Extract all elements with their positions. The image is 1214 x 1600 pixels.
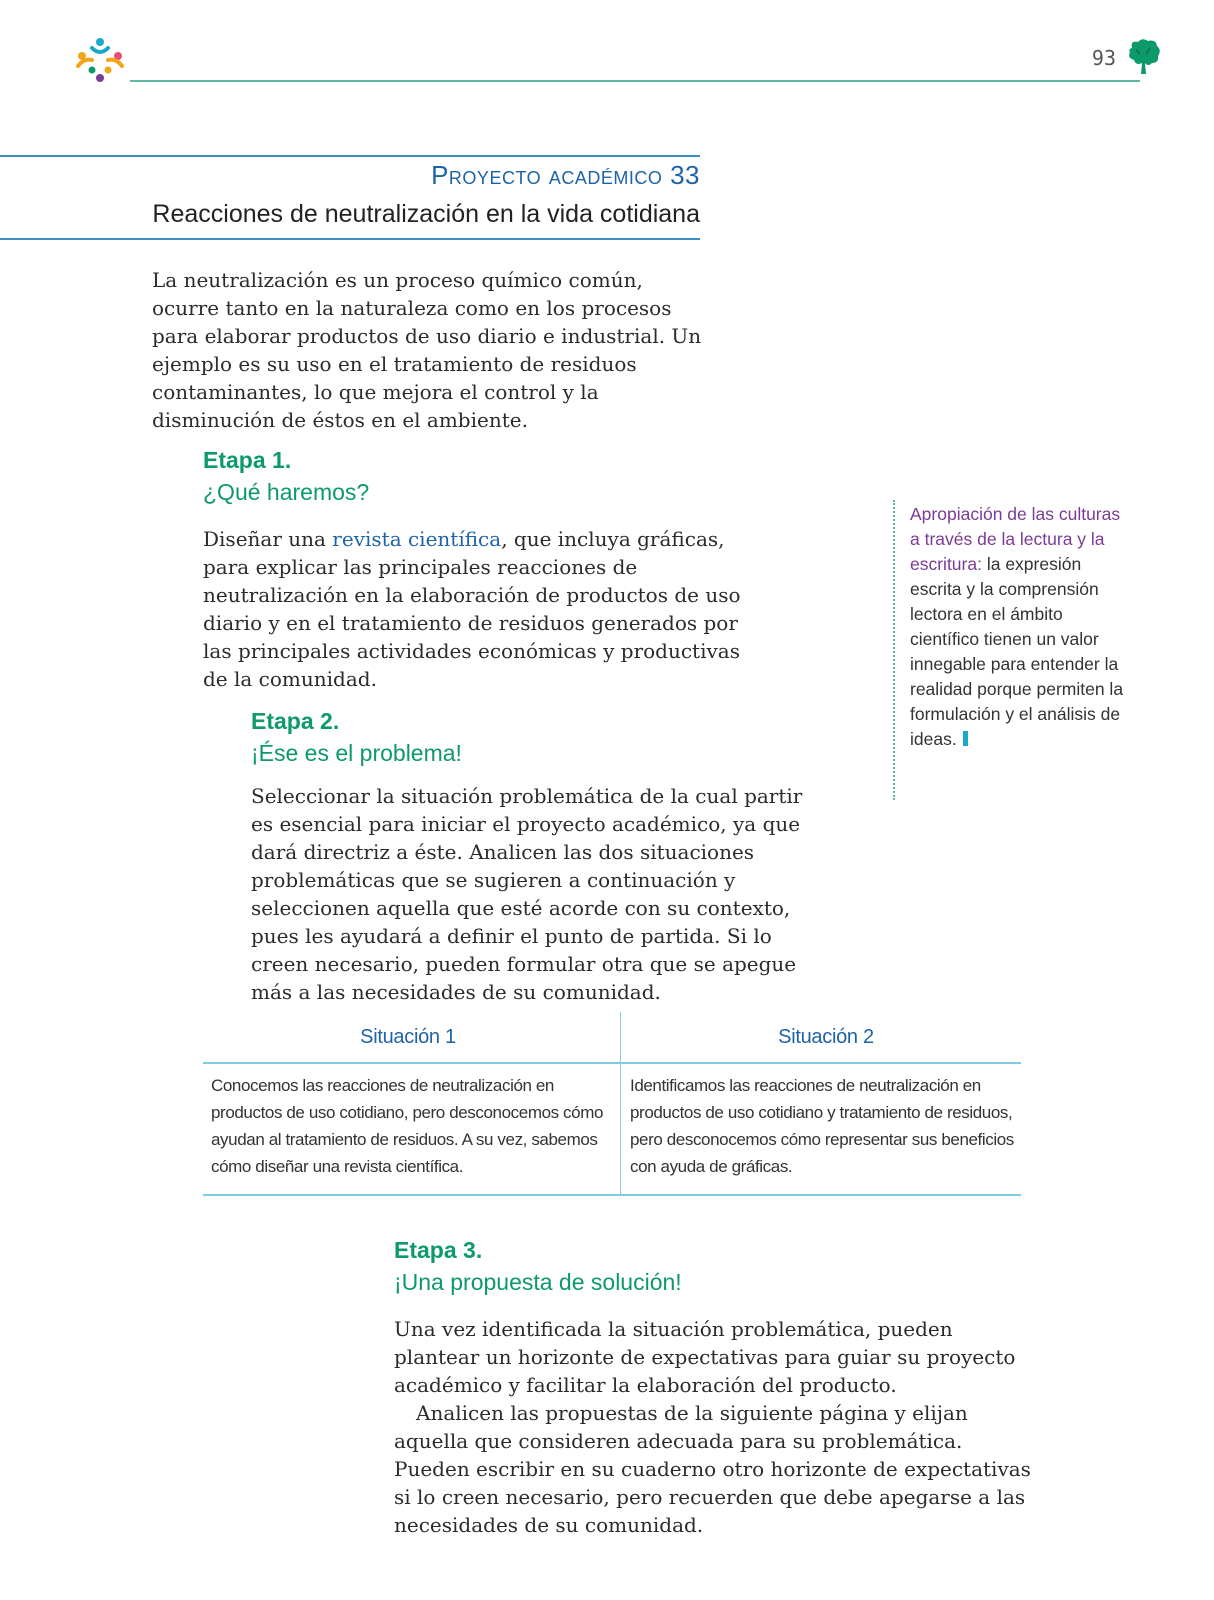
etapa-1-body [203,525,763,693]
etapa-3-subtitle: ¡Una propuesta de solución! [394,1269,682,1295]
table-cell-situacion-2: Identificamos las reacciones de neutralización en productos de uso cotidiano y tratamiento de residuos, pero desconocemos cómo representar sus beneficios con ayuda de gráficas. [630,1076,1014,1176]
etapa-2-subtitle: ¡Ése es el problema! [251,740,462,766]
table-header-situacion-1: Situación 1 [360,1026,456,1048]
etapa-1-body-start: Diseñar una [203,527,333,551]
etapa-1-heading [203,444,369,508]
project-subtitle: Reacciones de neutralización en la vida cotidiana [152,200,700,228]
title-bottom-rule [0,238,700,240]
page-number: 93 [1091,46,1116,70]
etapa-2-title: Etapa 2. [251,708,340,734]
etapa-1-body-end: , que incluya gráficas, para explicar las principales reacciones de neutralización en la elaboración de productos de uso diario y en el tratamiento de residuos generados por las principales actividades económicas y productivas de la comunidad. [203,527,741,691]
revista-cientifica-link[interactable]: revista científica [332,527,502,551]
people-circle-logo-icon [70,34,130,84]
table-cell-situacion-1: Conocemos las reacciones de neutralización en productos de uso cotidiano, pero desconocemos cómo ayudan al tratamiento de residuos. A su vez, sabemos cómo diseñar una revista científica. [211,1076,604,1176]
end-mark-icon [963,731,968,746]
sidebar-dotted-rule [893,500,895,800]
table-bottom-rule [203,1194,1021,1196]
intro-paragraph: La neutralización es un proceso químico común, ocurre tanto en la naturaleza como en los procesos para elaborar productos de uso diario e industrial. Un ejemplo es su uso en el tratamiento de residuos contaminantes, lo que mejora el control y la disminución de éstos en el ambiente. [152,268,702,432]
header-divider [130,80,1140,82]
table-header-rule [203,1062,1021,1064]
sidebar-lead: Apropiación de las culturas a través de la lectura y la escritura: [910,504,1121,574]
project-label: Proyecto académico 33 [431,160,700,190]
etapa-2-heading [251,705,462,769]
table-column-divider [620,1012,621,1196]
etapa-1-subtitle: ¿Qué haremos? [203,479,370,505]
etapa-1-title: Etapa 1. [203,447,292,473]
etapa-3-paragraph-1: Una vez identificada la situación problemática, pueden plantear un horizonte de expectativas para guiar su proyecto académico y facilitar la elaboración del producto. [394,1317,1016,1397]
etapa-3-paragraph-2: Analicen las propuestas de la siguiente página y elijan aquella que consideren adecuada para su problemática. Pueden escribir en su cuaderno otro horizonte de expectativas si lo creen necesario, pero recuerden que debe apegarse a las necesidades de su comunidad. [394,1401,1031,1537]
sidebar-note [910,502,1130,752]
etapa-3-heading [394,1234,682,1298]
table-header-situacion-2: Situación 2 [778,1026,874,1048]
etapa-3-body [394,1315,1044,1539]
etapa-3-title: Etapa 3. [394,1237,483,1263]
tree-icon [1126,38,1162,76]
etapa-2-body: Seleccionar la situación problemática de la cual partir es esencial para iniciar el proyecto académico, ya que dará directriz a éste. Analicen las dos situaciones problemáticas que se sugieren a continuación y seleccionen aquella que esté acorde con su contexto, pues les ayudará a definir el punto de partida. Si lo creen necesario, pueden formular otra que se apegue más a las necesidades de su comunidad. [251,784,803,1004]
sidebar-body: la expresión escrita y la comprensión lectora en el ámbito científico tienen un valor innegable para entender la realidad porque permiten la formulación y el análisis de ideas. [910,554,1124,749]
title-top-rule [0,155,700,157]
situations-table [203,1012,1021,1196]
